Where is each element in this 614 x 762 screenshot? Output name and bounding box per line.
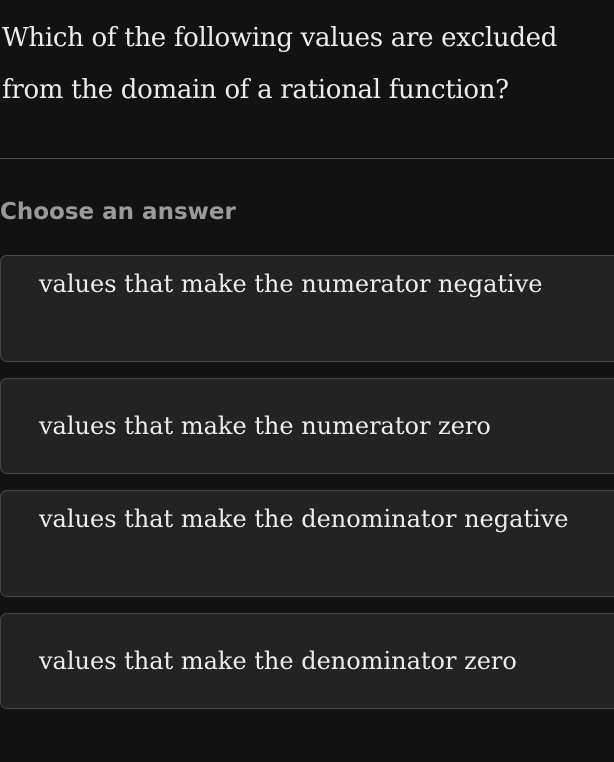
answer-option-4[interactable]	[0, 613, 614, 709]
answer-option-3[interactable]	[0, 490, 614, 597]
answer-option-label: values that make the denominator zero	[39, 647, 517, 675]
answer-option-label: values that make the numerator negative	[39, 270, 543, 298]
answer-option-1[interactable]	[0, 255, 614, 362]
answer-option-label: values that make the denominator negative	[39, 505, 569, 533]
choose-answer-prompt: Choose an answer	[0, 199, 236, 225]
answer-option-2[interactable]	[0, 378, 614, 474]
answer-option-label: values that make the numerator zero	[39, 412, 491, 440]
question-text: Which of the following values are excluded from the domain of a rational function?	[2, 23, 558, 105]
divider	[0, 158, 614, 159]
